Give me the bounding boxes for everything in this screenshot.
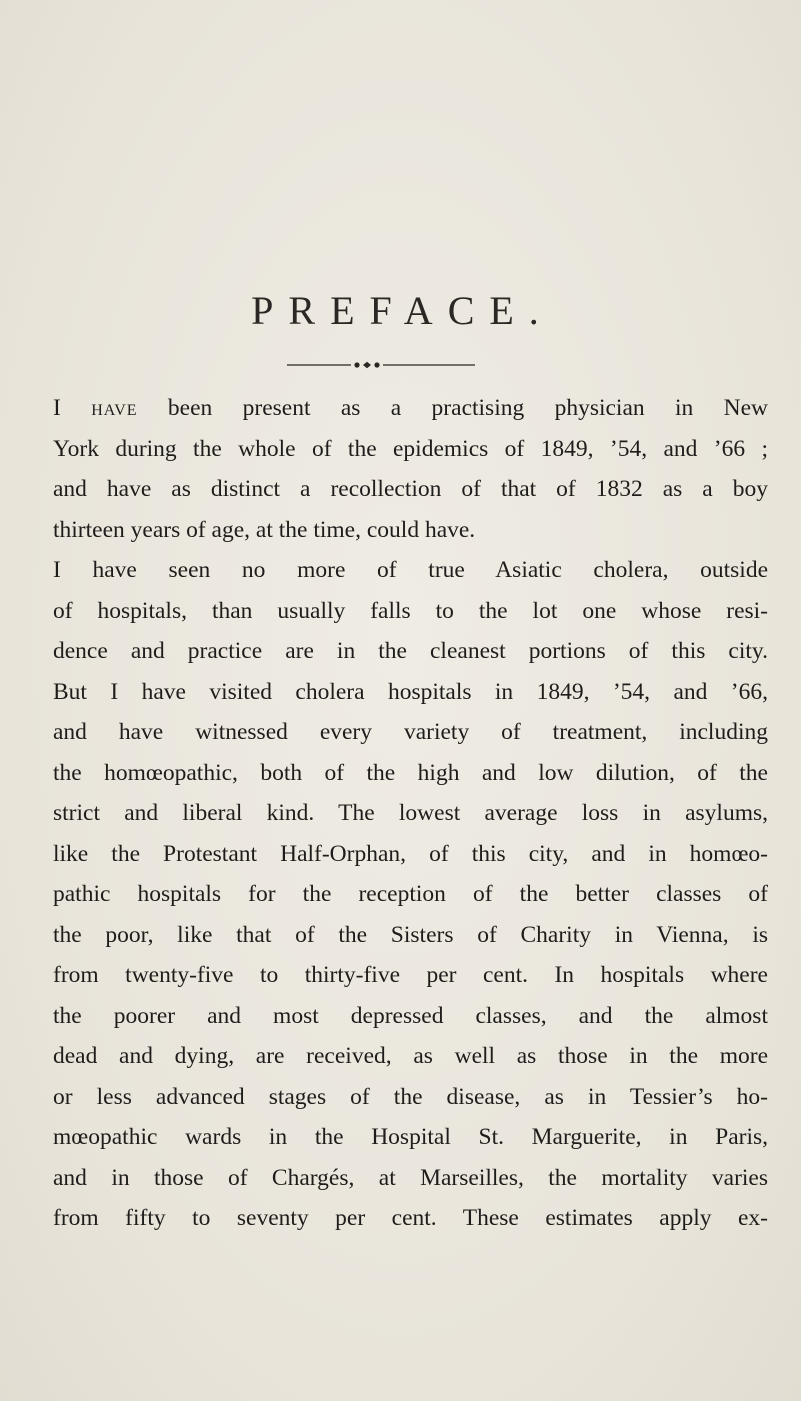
page-title: PREFACE. bbox=[251, 288, 554, 333]
text-line: mœopathic wards in the Hospital St. Marguerite, in Paris, bbox=[53, 1124, 768, 1150]
preface-text bbox=[53, 388, 768, 1239]
text-line: and have witnessed every variety of treatment, including bbox=[53, 719, 768, 745]
text-line: thirteen years of age, at the time, could have. bbox=[53, 516, 476, 543]
ornament-rule bbox=[287, 360, 475, 370]
smallcaps-word: HAVE bbox=[91, 402, 138, 419]
text-line: from twenty-five to thirty-five per cent. In hospitals where bbox=[53, 962, 768, 988]
text-line: York during the whole of the epidemics of 1849, ’54, and ’66 ; bbox=[53, 435, 768, 462]
text-line: or less advanced stages of the disease, as in Tessier’s ho- bbox=[53, 1083, 768, 1110]
text-line: from fifty to seventy per cent. These estimates apply ex- bbox=[53, 1205, 768, 1231]
text-line: dead and dying, are received, as well as those in the more bbox=[53, 1043, 768, 1069]
text-line: and in those of Chargés, at Marseilles, the mortality varies bbox=[53, 1164, 768, 1191]
text-line: the poorer and most depressed classes, and the almost bbox=[53, 1002, 768, 1029]
text-line: and have as distinct a recollection of that of 1832 as a boy bbox=[53, 476, 768, 502]
text-line: I have seen no more of true Asiatic cholera, outside bbox=[53, 557, 768, 583]
text-line: But I have visited cholera hospitals in 1849, ’54, and ’66, bbox=[53, 678, 768, 705]
text-line: like the Protestant Half-Orphan, of this city, and in homœo- bbox=[53, 840, 768, 867]
text-line-1 bbox=[53, 388, 768, 429]
initial-word: I bbox=[53, 395, 61, 421]
text-line: dence and practice are in the cleanest portions of this city. bbox=[53, 638, 768, 664]
text-line: strict and liberal kind. The lowest average loss in asylums, bbox=[53, 800, 768, 826]
text-line: of hospitals, than usually falls to the lot one whose resi- bbox=[53, 597, 768, 624]
text-line: the poor, like that of the Sisters of Charity in Vienna, is bbox=[53, 921, 768, 948]
opening-text: been present as a practising physician in New bbox=[167, 395, 769, 421]
text-line: the homœopathic, both of the high and low dilution, of the bbox=[53, 759, 768, 786]
text-line: pathic hospitals for the reception of the better classes of bbox=[53, 881, 768, 907]
